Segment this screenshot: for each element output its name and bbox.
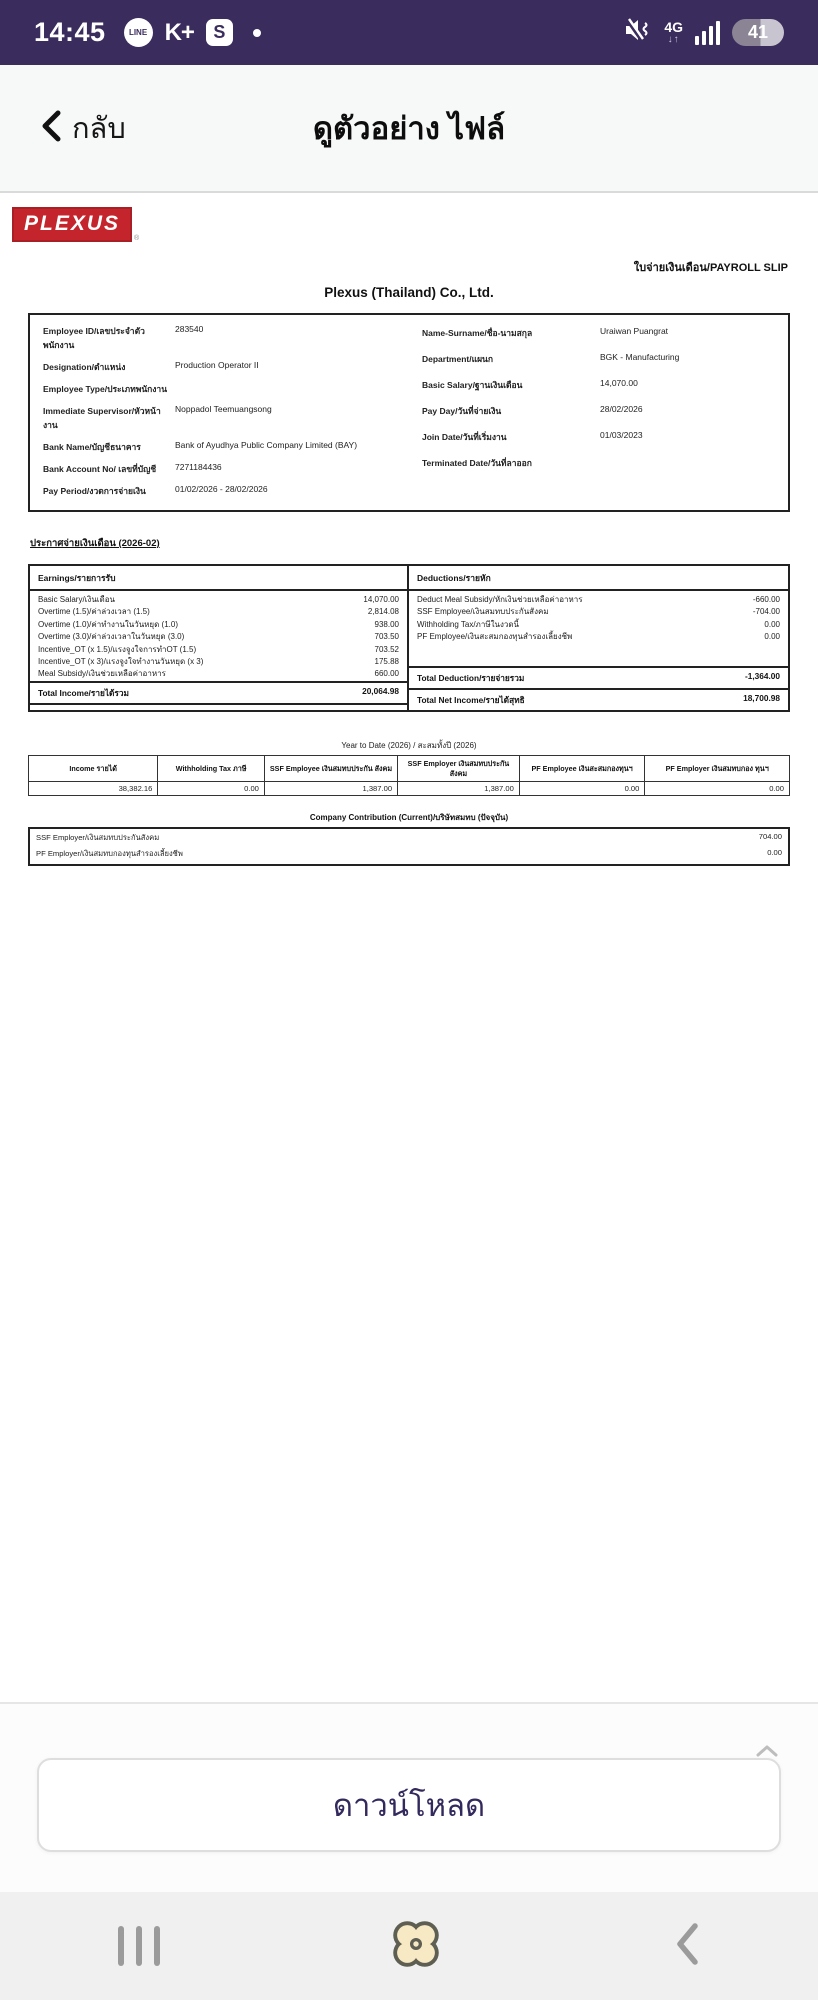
info-value: 01/02/2026 - 28/02/2026 (175, 484, 268, 494)
deduction-amount: -660.00 (752, 595, 780, 604)
info-value: BGK - Manufacturing (600, 352, 680, 362)
earning-label: Overtime (1.0)/ค่าทำงานในวันหยุด (1.0) (38, 619, 178, 629)
info-row (409, 372, 788, 398)
ytd-col-header: Withholding Tax ภาษี (158, 756, 265, 782)
earning-row (38, 606, 399, 618)
info-value: Production Operator II (175, 360, 259, 370)
info-value: 14,070.00 (600, 378, 638, 388)
company-contribution-caption: Company Contribution (Current)/บริษัทสมทบ (ปัจจุบัน) (309, 813, 509, 823)
app-header (0, 65, 818, 193)
deduction-amount: 0.00 (764, 632, 780, 642)
ytd-col-header: PF Employee เงินสะสมกองทุนฯ (519, 756, 645, 782)
pay-period-section-title: ประกาศจ่ายเงินเดือน (2026-02) (30, 538, 160, 549)
ytd-col-header: PF Employer เงินสมทบกอง ทุนฯ (645, 756, 790, 782)
contribution-row (30, 830, 788, 846)
contribution-label: SSF Employer/เงินสมทบประกันสังคม (36, 833, 160, 843)
earnings-rows (30, 591, 407, 681)
info-row (30, 356, 409, 378)
ytd-value: 0.00 (645, 782, 790, 796)
android-navigation-bar (0, 1892, 818, 2000)
earning-row (38, 594, 399, 606)
info-value: Noppadol Teemuangsong (175, 404, 272, 414)
earning-label: Incentive_OT (x 3)/แรงจูงใจทำงานวันหยุด (x 3) (38, 657, 204, 667)
plexus-logo (0, 193, 818, 242)
contribution-label: PF Employer/เงินสมทบกองทุนสำรองเลี้ยงชีพ (36, 849, 183, 859)
payroll-slip-label: ใบจ่ายเงินเดือน/PAYROLL SLIP (633, 262, 788, 274)
deduction-rows (409, 591, 788, 666)
ytd-value: 0.00 (519, 782, 645, 796)
info-row (409, 398, 788, 424)
company-name: Plexus (Thailand) Co., Ltd. (324, 285, 494, 300)
info-row (30, 320, 409, 356)
net-income-row: Total Net Income/รายได้สุทธิ 18,700.98 (409, 688, 788, 710)
ytd-value: 38,382.16 (29, 782, 158, 796)
info-value (600, 456, 780, 470)
info-row (30, 378, 409, 400)
info-label: Pay Period/งวดการจ่ายเงิน (43, 486, 146, 496)
earning-label: Incentive_OT (x 1.5)/แรงจูงใจการทำOT (1.5) (38, 644, 197, 654)
info-label: Department/แผนก (422, 354, 494, 364)
ytd-col-header: SSF Employer เงินสมทบประกัน สังคม (398, 756, 520, 782)
s-notification-icon: S (206, 19, 233, 46)
info-label: Join Date/วันที่เริ่มงาน (422, 432, 507, 442)
status-bar-right (624, 17, 784, 48)
flower-home-icon (385, 1913, 447, 1975)
ytd-header-row (29, 756, 790, 782)
ytd-col-header: SSF Employee เงินสมทบประกัน สังคม (264, 756, 397, 782)
earning-row (38, 631, 399, 643)
contribution-row (30, 846, 788, 862)
earning-row (38, 668, 399, 680)
line-app-icon: LINE (124, 18, 153, 47)
info-row (409, 320, 788, 346)
ytd-value: 0.00 (158, 782, 265, 796)
ytd-caption: Year to Date (2026) / สะสมทั้งปี (2026) (341, 741, 477, 750)
payslip-preview (0, 193, 818, 1702)
employee-info-right (409, 320, 788, 502)
deduction-row (417, 606, 780, 618)
earnings-deductions-tables (28, 564, 790, 712)
notification-dot-icon (253, 29, 261, 37)
earning-label: Overtime (1.5)/ค่าล่วงเวลา (1.5) (38, 607, 150, 617)
info-value: 01/03/2023 (600, 430, 643, 440)
info-label: Employee Type/ประเภทพนักงาน (43, 384, 168, 394)
deduction-label: PF Employee/เงินสะสมกองทุนสำรองเลี้ยงชีพ (417, 632, 573, 642)
info-value: Bank of Ayudhya Public Company Limited (BAY) (175, 440, 358, 450)
info-row (30, 458, 409, 480)
deductions-table (409, 564, 790, 712)
mute-icon (624, 17, 652, 48)
info-label: Basic Salary/ฐานเงินเดือน (422, 380, 523, 390)
earnings-header: Earnings/รายการรับ (30, 566, 407, 591)
earning-amount: 660.00 (374, 669, 399, 679)
ytd-value-row (29, 782, 790, 796)
spacer (30, 705, 407, 710)
deduction-row (417, 594, 780, 606)
home-button[interactable] (385, 1913, 447, 1980)
info-label: Pay Day/วันที่จ่ายเงิน (422, 406, 502, 416)
back-button[interactable] (40, 105, 126, 151)
earning-row (38, 644, 399, 656)
earning-row (38, 656, 399, 668)
earning-label: Meal Subsidy/เงินช่วยเหลือค่าอาหาร (38, 669, 166, 679)
battery-indicator: 41 (732, 19, 784, 46)
page-title: ดูตัวอย่าง ไฟล์ (312, 111, 506, 146)
deduction-label: SSF Employee/เงินสมทบประกันสังคม (417, 607, 549, 617)
recent-apps-button[interactable] (118, 1926, 160, 1966)
total-income-row: Total Income/รายได้รวม 20,064.98 (30, 681, 407, 705)
contribution-amount: 704.00 (758, 832, 782, 842)
deductions-header: Deductions/รายหัก (409, 566, 788, 591)
earning-amount: 703.50 (374, 632, 399, 642)
info-label: Designation/ตำแหน่ง (43, 362, 126, 372)
ytd-col-header: Income รายได้ (29, 756, 158, 782)
info-value: 283540 (175, 324, 204, 334)
download-button[interactable]: ดาวน์โหลด (37, 1758, 781, 1852)
ytd-table (28, 755, 790, 796)
info-row (30, 436, 409, 458)
nav-back-button[interactable] (672, 1921, 700, 1972)
earning-label: Overtime (3.0)/ค่าล่วงเวลาในวันหยุด (3.0) (38, 632, 185, 642)
ytd-value: 1,387.00 (264, 782, 397, 796)
info-label: Name-Surname/ชื่อ-นามสกุล (422, 328, 533, 338)
signal-strength-icon (695, 21, 720, 45)
info-row (30, 400, 409, 436)
deduction-label: Withholding Tax/ภาษีในงวดนี้ (417, 619, 520, 629)
info-value: 7271184436 (175, 462, 222, 472)
info-row (409, 346, 788, 372)
earnings-table (28, 564, 409, 712)
deduction-row (417, 619, 780, 631)
info-value: 28/02/2026 (600, 404, 643, 414)
company-contribution-table (28, 827, 790, 866)
ytd-value: 1,387.00 (398, 782, 520, 796)
info-row (409, 450, 788, 476)
info-label: Immediate Supervisor/หัวหน้างาน (43, 406, 161, 430)
deduction-amount: -704.00 (752, 607, 780, 617)
earning-row (38, 619, 399, 631)
deduction-row (417, 631, 780, 643)
info-label: Bank Name/บัญชีธนาคาร (43, 442, 141, 452)
info-row (30, 480, 409, 502)
earning-label: Basic Salary/เงินเดือน (38, 595, 115, 604)
deduction-label: Deduct Meal Subsidy/หักเงินช่วยเหลือค่าอาหาร (417, 595, 583, 604)
network-type-icon: 4G ↓↑ (664, 19, 683, 45)
earning-amount: 14,070.00 (363, 595, 399, 604)
employee-info-table (28, 313, 790, 512)
total-deduction-row: Total Deduction/รายจ่ายรวม -1,364.00 (409, 666, 788, 688)
info-label: Bank Account No/ เลขที่บัญชี (43, 464, 157, 474)
contribution-amount: 0.00 (767, 848, 782, 858)
chevron-left-icon (40, 110, 62, 147)
info-label: Employee ID/เลขประจำตัวพนักงาน (43, 326, 145, 350)
employee-info-left (30, 320, 409, 502)
plexus-logo-text: PLEXUS (12, 207, 132, 242)
clock: 14:45 (34, 17, 106, 47)
info-label: Terminated Date/วันที่ลาออก (422, 458, 532, 468)
registered-mark: ® (134, 235, 140, 242)
back-label: กลับ (72, 113, 126, 145)
info-value (175, 382, 401, 396)
kplus-app-icon: K+ (164, 18, 194, 46)
status-bar (0, 0, 818, 65)
earning-amount: 2,814.08 (367, 607, 399, 617)
earning-amount: 175.88 (374, 657, 399, 667)
earning-amount: 938.00 (374, 619, 399, 629)
deduction-amount: 0.00 (764, 619, 780, 629)
info-row (409, 424, 788, 450)
download-section (0, 1702, 818, 1892)
earning-amount: 703.52 (374, 644, 399, 654)
info-value: Uraiwan Puangrat (600, 326, 669, 336)
